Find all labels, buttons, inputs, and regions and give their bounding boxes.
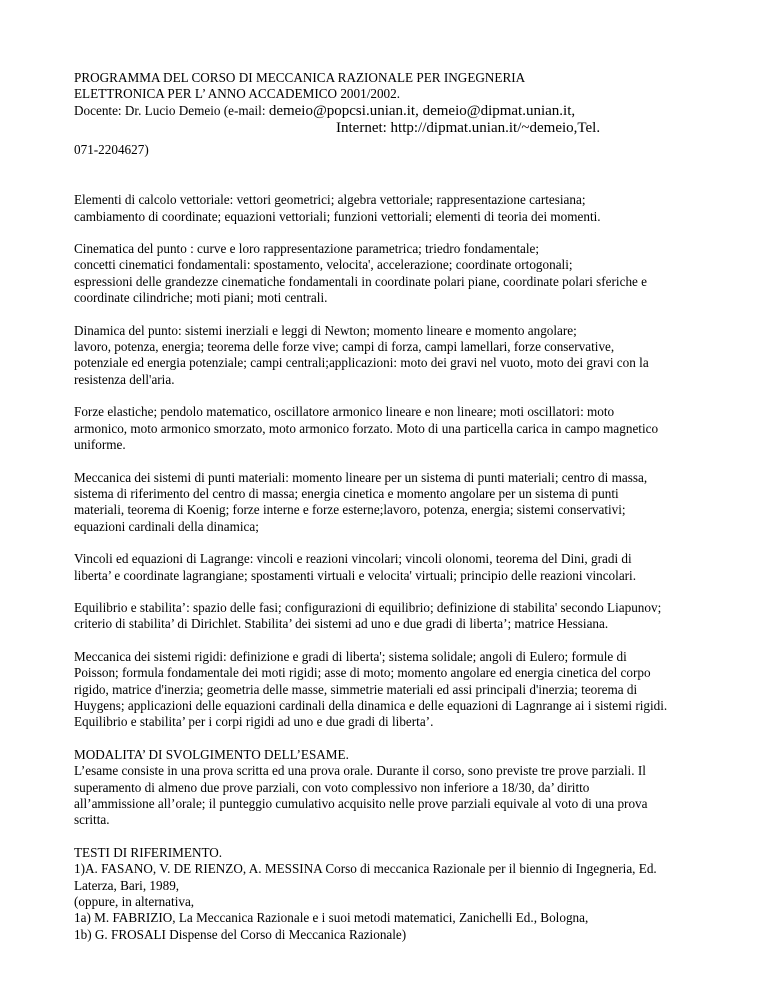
section-point-dynamics bbox=[74, 323, 700, 389]
paragraph-line: (oppure, in alternativa, bbox=[74, 894, 195, 910]
paragraph-line: cambiamento di coordinate; equazioni vettoriali; funzioni vettoriali; elementi di teoria dei momenti. bbox=[74, 208, 601, 224]
section-equilibrium-stability bbox=[74, 600, 700, 633]
section-systems-mechanics bbox=[74, 470, 700, 536]
paragraph-line: Forze elastiche; pendolo matematico, oscillatore armonico lineare e non lineare; moti oscillatori: moto bbox=[74, 404, 615, 420]
paragraph-line: liberta’ e coordinate lagrangiane; spostamenti virtuali e velocita' virtuali; principio delle reazioni vincolari. bbox=[74, 567, 637, 583]
telephone-number: 071-2204627) bbox=[74, 141, 149, 157]
document-header bbox=[74, 70, 700, 158]
paragraph-line: all’ammissione all’orale; il punteggio cumulativo acquisito nelle prove parziali equivale al voto di una prova bbox=[74, 796, 648, 811]
internet-address: Internet: http://dipmat.unian.it/~demeio,Tel. bbox=[336, 119, 601, 136]
section-reference-texts bbox=[74, 845, 700, 943]
section-exam-modalities bbox=[74, 747, 700, 829]
paragraph-line: concetti cinematici fondamentali: spostamento, velocita', accelerazione; coordinate ortogonali; bbox=[74, 257, 573, 273]
paragraph-line: materiali, teorema di Koenig; forze interne e forze esterne;lavoro, potenza, energia; sistemi conservativi; bbox=[74, 502, 626, 518]
paragraph-line: 1)A. FASANO, V. DE RIENZO, A. MESSINA Corso di meccanica Razionale per il biennio di Ingegneria, Ed. bbox=[74, 861, 657, 877]
paragraph-line: rigido, matrice d'inerzia; geometria delle masse, simmetrie materiali ed assi principali d'inerzia; teorema di bbox=[74, 681, 638, 697]
section-heading: TESTI DI RIFERIMENTO. bbox=[74, 844, 223, 860]
section-elastic-forces bbox=[74, 404, 700, 453]
document-body bbox=[74, 70, 700, 943]
paragraph-line: Vincoli ed equazioni di Lagrange: vincoli e reazioni vincolari; vincoli olonomi, teorema del Dini, gradi di bbox=[74, 551, 632, 567]
paragraph-line: Cinematica del punto : curve e loro rappresentazione parametrica; triedro fondamentale; bbox=[74, 241, 540, 257]
paragraph-line: Elementi di calcolo vettoriale: vettori geometrici; algebra vettoriale; rappresentazione cartesiana; bbox=[74, 192, 586, 208]
paragraph-line: sistema di riferimento del centro di massa; energia cinetica e momento angolare per un sistema di punti bbox=[74, 485, 619, 501]
paragraph-line: 1a) M. FABRIZIO, La Meccanica Razionale e i suoi metodi matematici, Zanichelli Ed., Bologna, bbox=[74, 910, 589, 926]
paragraph-line: equazioni cardinali della dinamica; bbox=[74, 518, 259, 534]
section-kinematics bbox=[74, 241, 700, 307]
paragraph-line: 1b) G. FROSALI Dispense del Corso di Meccanica Razionale) bbox=[74, 926, 407, 942]
paragraph-line: scritta. bbox=[74, 812, 110, 828]
section-vector-calculus bbox=[74, 192, 700, 225]
paragraph-line: Huygens; applicazioni delle equazioni cardinali della dinamica e delle equazioni di Lagnrange ai i sistemi rigidi. bbox=[74, 697, 668, 713]
paragraph-line: armonico, moto armonico smorzato, moto armonico forzato. Moto di una particella carica in campo magnetico bbox=[74, 420, 659, 436]
paragraph-line: Meccanica dei sistemi di punti materiali: momento lineare per un sistema di punti materiali; centro di massa, bbox=[74, 469, 648, 485]
paragraph-line: Laterza, Bari, 1989, bbox=[74, 877, 180, 893]
section-constraints-lagrange bbox=[74, 551, 700, 584]
section-rigid-systems bbox=[74, 649, 700, 731]
header-title-line-2: ELETTRONICA PER L’ ANNO ACCADEMICO 2001/2002. bbox=[74, 86, 401, 102]
paragraph-line: superamento di almeno due prove parziali, con voto complessivo non inferiore a 18/30, da’ diritto bbox=[74, 779, 590, 795]
paragraph-line: criterio di stabilita’ di Dirichlet. Stabilita’ dei sistemi ad uno e due gradi di liberta’; matrice Hessiana. bbox=[74, 616, 609, 632]
paragraph-line: resistenza dell'aria. bbox=[74, 371, 175, 387]
paragraph-line: potenziale ed energia potenziale; campi centrali;applicazioni: moto dei gravi nel vuoto, moto dei gravi con la bbox=[74, 355, 649, 371]
paragraph-line: L’esame consiste in una prova scritta ed una prova orale. Durante il corso, sono previste tre prove parziali. Il bbox=[74, 763, 646, 779]
paragraph-line: lavoro, potenza, energia; teorema delle forze vive; campi di forza, campi lamellari, forze conservative, bbox=[74, 339, 615, 355]
paragraph-line: Meccanica dei sistemi rigidi: definizione e gradi di liberta'; sistema solidale; angoli di Eulero; formule di bbox=[74, 648, 627, 664]
header-title-line-1: PROGRAMMA DEL CORSO DI MECCANICA RAZIONALE PER INGEGNERIA bbox=[74, 70, 526, 85]
paragraph-line: Poisson; formula fondamentale dei moti rigidi; asse di moto; momento angolare ed energia cinetica del corpo bbox=[74, 665, 651, 681]
internet-line bbox=[74, 120, 700, 136]
email-addresses: demeio@popcsi.unian.it, demeio@dipmat.unian.it, bbox=[268, 102, 576, 119]
paragraph-line: espressioni delle grandezze cinematiche fondamentali in coordinate polari piane, coordinate polari sferiche e bbox=[74, 273, 648, 289]
paragraph-line: Dinamica del punto: sistemi inerziali e leggi di Newton; momento lineare e momento angolare; bbox=[74, 322, 577, 338]
docente-line bbox=[74, 103, 700, 120]
paragraph-line: coordinate cilindriche; moti piani; moti centrali. bbox=[74, 290, 328, 306]
paragraph-line: Equilibrio e stabilita’: spazio delle fasi; configurazioni di equilibrio; definizione di stabilita' secondo Liapunov; bbox=[74, 599, 662, 615]
section-heading: MODALITA’ DI SVOLGIMENTO DELL’ESAME. bbox=[74, 746, 349, 762]
paragraph-line: uniforme. bbox=[74, 437, 126, 453]
docente-label: Docente: Dr. Lucio Demeio (e-mail: bbox=[74, 102, 266, 118]
paragraph-line: Equilibrio e stabilita’ per i corpi rigidi ad uno e due gradi di liberta’. bbox=[74, 714, 434, 730]
